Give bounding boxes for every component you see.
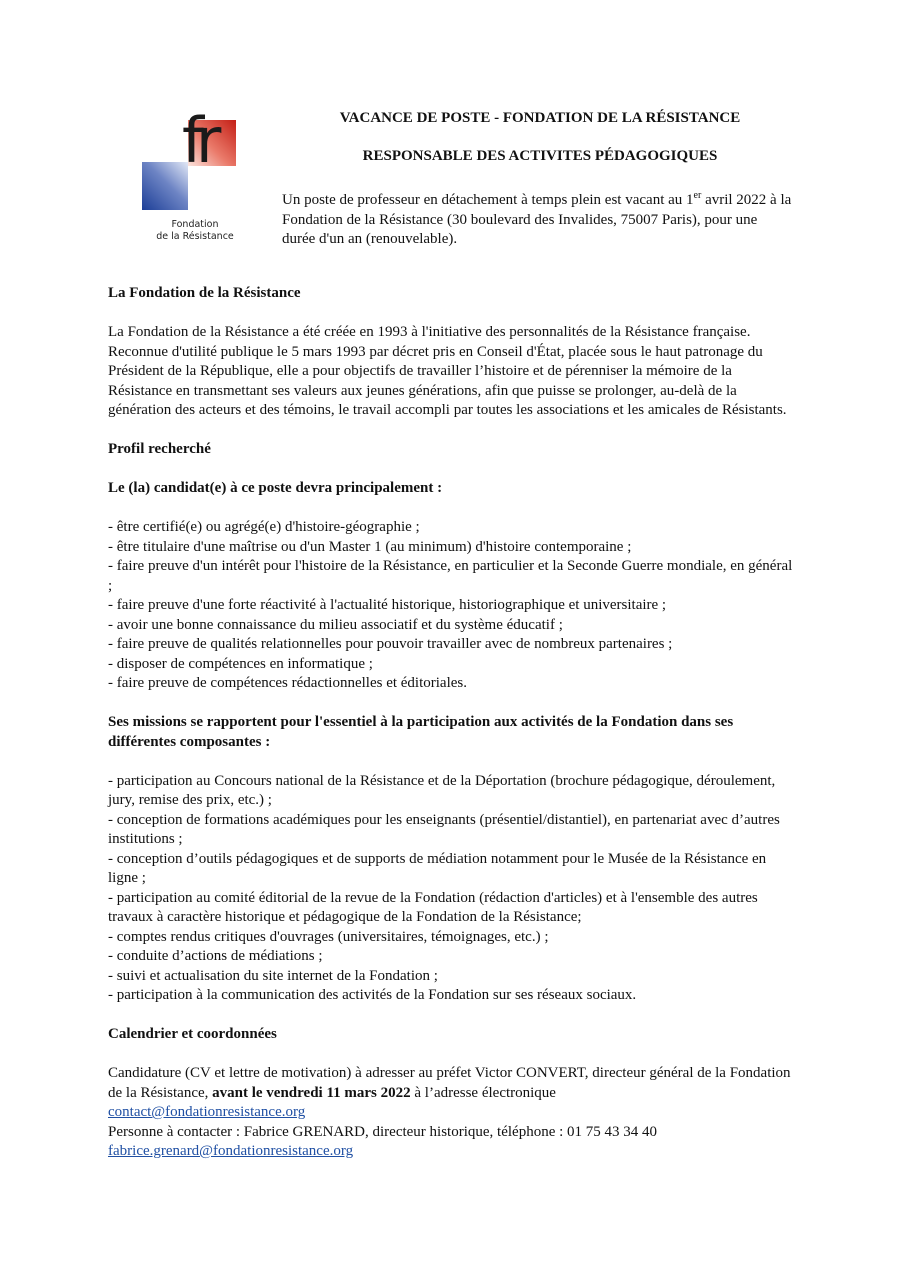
list-item: - participation à la communication des activités de la Fondation sur ses réseaux sociaux.	[108, 987, 637, 1003]
intro-text-1: Un poste de professeur en détachement à temps plein est vacant au 1	[282, 192, 694, 208]
application-text-1: Candidature (CV et lettre de motivation) à adresser au préfet Victor CONVERT, directeur général de la Fondation de la Résistance,	[108, 1065, 791, 1101]
list-item: - faire preuve d'un intérêt pour l'histoire de la Résistance, en particulier et la Seconde Guerre mondiale, en général ;	[108, 558, 793, 594]
list-item: - participation au comité éditorial de la revue de la Fondation (rédaction d'articles) et à l'ensemble des autres travaux à caractère historique et pédagogique de la Fondation de la Résistance;	[108, 889, 758, 925]
list-item: - conception de formations académiques pour les enseignants (présentiel/distantiel), en partenariat avec d’autres institutions ;	[108, 811, 780, 847]
list-item: - faire preuve d'une forte réactivité à l'actualité historique, historiographique et universitaire ;	[108, 597, 667, 613]
list-item: - conduite d’actions de médiations ;	[108, 948, 323, 964]
section-heading-profil: Profil recherché	[108, 441, 211, 457]
email-grenard-row	[108, 1142, 798, 1162]
intro-paragraph	[282, 186, 792, 250]
list-item: - être certifié(e) ou agrégé(e) d'histoire-géographie ;	[108, 519, 420, 535]
page-title: VACANCE DE POSTE - FONDATION DE LA RÉSISTANCE	[339, 110, 741, 126]
list-item: - être titulaire d'une maîtrise ou d'un Master 1 (au minimum) d'histoire contemporaine ;	[108, 538, 632, 555]
page-subtitle: RESPONSABLE DES ACTIVITES PÉDAGOGIQUES	[362, 148, 718, 164]
logo-glyph: fr	[182, 104, 214, 177]
list-item: - faire preuve de qualités relationnelles pour pouvoir travailler avec de nombreux partenaires ;	[108, 636, 673, 652]
list-item: - suivi et actualisation du site internet de la Fondation ;	[108, 967, 438, 984]
application-text-2: à l’adresse électronique	[410, 1084, 556, 1101]
list-item: - participation au Concours national de la Résistance et de la Déportation (brochure pédagogique, déroulement, jury, remise des prix, etc.) ;	[108, 772, 776, 808]
list-item: - disposer de compétences en informatique ;	[108, 655, 373, 672]
fondation-description: La Fondation de la Résistance a été créée en 1993 à l'initiative des personnalités de la Résistance française. Reconnue d'utilité publique le 5 mars 1993 par décret pris en Conseil d'État, placée sous le haut patronage du Président de la République, elle a pour objectifs de travailler l’histoire et de pérenniser la mémoire de la Résistance en transmettant ses valeurs aux jeunes générations, afin que puisse se prolonger, au-delà de la génération des acteurs et des témoins, le travail accompli par toutes les associations et les amicales de Résistants.	[108, 324, 787, 418]
logo-caption-line2: de la Résistance	[156, 231, 234, 242]
profil-subheading: Le (la) candidat(e) à ce poste devra principalement :	[108, 480, 443, 496]
logo-caption	[140, 219, 250, 243]
section-heading-fondation: La Fondation de la Résistance	[108, 285, 301, 301]
list-item: - avoir une bonne connaissance du milieu associatif et du système éducatif ;	[108, 616, 563, 633]
email-contact-row	[108, 1103, 798, 1123]
application-instructions	[108, 1064, 798, 1103]
email-link-grenard[interactable]: fabrice.grenard@fondationresistance.org	[108, 1143, 354, 1159]
deadline-text: avant le vendredi 11 mars 2022	[212, 1084, 411, 1101]
section-heading-calendrier: Calendrier et coordonnées	[108, 1026, 277, 1042]
list-item: - conception d’outils pédagogiques et de supports de médiation notamment pour le Musée de la Résistance en ligne ;	[108, 850, 767, 886]
logo-caption-line1: Fondation	[171, 219, 219, 230]
list-item: - comptes rendus critiques d'ouvrages (universitaires, témoignages, etc.) ;	[108, 928, 549, 945]
contact-person: Personne à contacter : Fabrice GRENARD, directeur historique, téléphone : 01 75 43 34 40	[108, 1123, 658, 1140]
document-body	[108, 284, 798, 1162]
section-heading-missions: Ses missions se rapportent pour l'essentiel à la participation aux activités de la Fondation dans ses différentes composantes :	[108, 714, 734, 750]
fondation-logo	[140, 104, 240, 252]
email-link-contact[interactable]: contact@fondationresistance.org	[108, 1104, 306, 1120]
intro-text-2: avril 2022 à la Fondation de la Résistance (30 boulevard des Invalides, 75007 Paris), pour une durée d'un an (renouvelable).	[282, 192, 792, 247]
list-item: - faire preuve de compétences rédactionnelles et éditoriales.	[108, 675, 467, 691]
intro-superscript: er	[693, 190, 702, 201]
